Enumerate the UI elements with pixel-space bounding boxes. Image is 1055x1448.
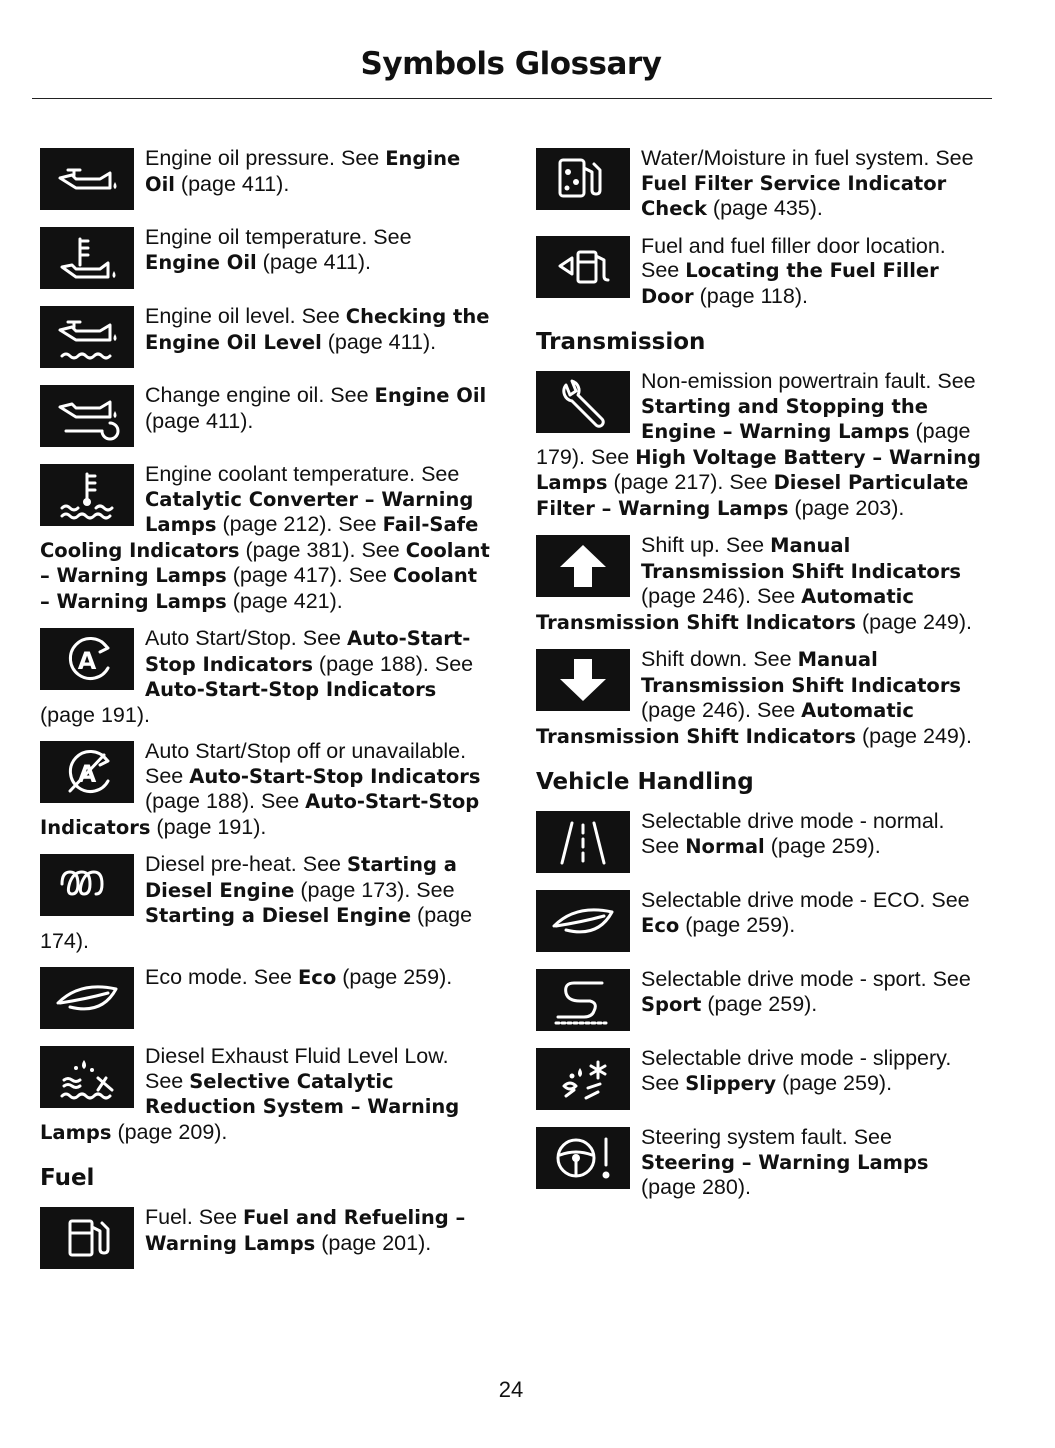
- cross-reference: Starting and Stopping the Engine – Warning Lamps: [641, 394, 928, 443]
- cross-reference: Coolant – Warning Lamps: [40, 564, 478, 613]
- entry-text: Selectable drive mode - sport. See: [641, 967, 971, 991]
- cross-reference: Starting a Diesel Engine: [145, 853, 457, 902]
- wrench-icon: [536, 371, 630, 433]
- section-heading-fuel: Fuel: [40, 1165, 95, 1191]
- transmission-entries: [536, 369, 988, 749]
- cross-reference: Manual Transmission Shift Indicators: [641, 648, 962, 697]
- cross-reference: Auto-Start-Stop Indicators: [145, 678, 437, 701]
- cross-reference: High Voltage Battery – Warning Lamps: [536, 445, 981, 494]
- entry-text: (page 259).: [701, 991, 818, 1016]
- shift-down-arrow-icon: [536, 649, 630, 711]
- glossary-entry: [40, 852, 492, 953]
- entry-text: Fuel. See: [145, 1205, 243, 1229]
- entry-text: Engine coolant temperature. See: [145, 462, 460, 486]
- entry-text: (page 179). See: [536, 419, 971, 469]
- water-in-fuel-icon: [536, 148, 630, 210]
- entry-text: Water/Moisture in fuel system. See: [641, 146, 974, 170]
- glossary-entry: [40, 146, 492, 213]
- right-column: [536, 146, 988, 1212]
- entry-text: Engine oil level. See: [145, 304, 346, 328]
- cross-reference: Slippery: [685, 1071, 777, 1095]
- fuel-entries-right: [536, 146, 988, 309]
- glossary-entry: [40, 965, 492, 1032]
- entry-text: Engine oil temperature. See: [145, 225, 412, 249]
- cross-reference: Engine Oil: [145, 147, 461, 196]
- section-heading-transmission: Transmission: [536, 329, 706, 355]
- entry-text: (page 411).: [174, 171, 290, 196]
- entry-text: Engine oil pressure. See: [145, 146, 386, 170]
- svg-text:A: A: [77, 647, 97, 675]
- fuel-pump-icon: [40, 1207, 134, 1269]
- entry-text: Diesel pre-heat. See: [145, 852, 347, 876]
- entry-text: (page 381). See: [239, 537, 406, 562]
- change-engine-oil-icon: [40, 385, 134, 447]
- entry-text: (page 188). See: [312, 651, 474, 676]
- entry-text: Selectable drive mode - slippery. See: [641, 1046, 952, 1095]
- entry-text: (page 203).: [788, 495, 905, 520]
- glossary-entry: [40, 304, 492, 371]
- glossary-entry: [536, 533, 988, 635]
- cross-reference: Checking the Engine Oil Level: [145, 305, 490, 354]
- glossary-entry: [40, 383, 492, 450]
- glossary-entry: [40, 1044, 492, 1145]
- cross-reference: Auto-Start-Stop Indicators: [145, 627, 471, 676]
- glossary-entry: [536, 1125, 988, 1200]
- entry-text: (page 411).: [145, 408, 254, 433]
- cross-reference: Eco: [297, 966, 337, 989]
- glossary-entry: [536, 369, 988, 521]
- glossary-entry: [536, 1046, 988, 1113]
- cross-reference: Coolant – Warning Lamps: [40, 538, 490, 587]
- glossary-entry: [536, 809, 988, 876]
- entry-text: Auto Start/Stop. See: [145, 626, 347, 650]
- entry-text: Selectable drive mode - ECO. See: [641, 888, 970, 912]
- entry-text: (page 421).: [226, 588, 343, 613]
- entry-text: (page 417). See: [226, 563, 393, 587]
- cross-reference: Auto-Start-Stop Indicators: [189, 764, 481, 788]
- entry-text: (page 118).: [693, 283, 808, 308]
- entry-text: (page 246). See: [641, 584, 802, 608]
- cross-reference: Selective Catalytic Reduction System – Warning Lamps: [40, 1069, 460, 1144]
- entry-text: Eco mode. See: [145, 965, 298, 989]
- glossary-entry: [536, 647, 988, 749]
- auto-start-stop-icon: [40, 628, 134, 690]
- cross-reference: Auto-Start-Stop Indicators: [40, 790, 480, 839]
- entry-text: Selectable drive mode - normal. See: [641, 809, 945, 858]
- entry-text: (page 259).: [776, 1070, 893, 1095]
- entry-text: (page 249).: [856, 723, 972, 748]
- entry-text: (page 174).: [40, 903, 473, 953]
- glossary-entry: [40, 626, 492, 727]
- cross-reference: Diesel Particulate Filter – Warning Lamps: [536, 471, 969, 520]
- vehicle-handling-entries: [536, 809, 988, 1200]
- entry-text: Diesel Exhaust Fluid Level Low. See: [145, 1044, 449, 1093]
- glossary-entry: [536, 234, 988, 310]
- cross-reference: Eco: [641, 913, 680, 937]
- glossary-entry: [536, 888, 988, 955]
- cross-reference: Sport: [641, 992, 702, 1016]
- entry-text: (page 173). See: [294, 877, 455, 902]
- page-title: Symbols Glossary: [360, 46, 662, 82]
- cross-reference: Automatic Transmission Shift Indicators: [536, 699, 914, 748]
- fuel-entries-left: [40, 1205, 492, 1272]
- glossary-entry: [536, 967, 988, 1034]
- entry-text: (page 280).: [641, 1175, 751, 1199]
- entry-text: (page 411).: [321, 329, 437, 354]
- cross-reference: Starting a Diesel Engine: [145, 904, 412, 927]
- diesel-preheat-icon: [40, 854, 134, 916]
- drive-mode-slippery-icon: [536, 1048, 630, 1110]
- entry-text: Non-emission powertrain fault. See: [641, 369, 976, 393]
- svg-text:A: A: [77, 760, 97, 788]
- entry-text: Fuel and fuel filler door location. See: [641, 233, 946, 282]
- entry-text: Shift up. See: [641, 533, 771, 557]
- shift-up-arrow-icon: [536, 535, 630, 597]
- glossary-entry: [40, 1205, 492, 1272]
- entry-text: (page 212). See: [216, 512, 383, 536]
- entry-text: (page 209).: [111, 1119, 228, 1144]
- glossary-entry: [40, 225, 492, 292]
- entry-text: (page 201).: [315, 1230, 432, 1255]
- engine-oil-level-icon: [40, 306, 134, 368]
- page-number: 24: [498, 1377, 524, 1402]
- cross-reference: Fail-Safe Cooling Indicators: [40, 513, 479, 562]
- drive-mode-eco-leaf-icon: [536, 890, 630, 952]
- entry-text: (page 249).: [856, 609, 972, 634]
- entry-text: (page 435).: [706, 196, 823, 220]
- diesel-exhaust-fluid-icon: [40, 1046, 134, 1108]
- engine-coolant-temperature-icon: [40, 464, 134, 526]
- title-divider: [32, 98, 992, 99]
- cross-reference: Automatic Transmission Shift Indicators: [536, 585, 914, 634]
- auto-start-stop-off-icon: [40, 741, 134, 803]
- glossary-entry: [40, 739, 492, 840]
- entry-text: (page 217). See: [607, 470, 774, 494]
- section-heading-vehicle-handling: Vehicle Handling: [536, 769, 754, 795]
- glossary-entry: [536, 146, 988, 222]
- entry-text: (page 259).: [679, 912, 796, 937]
- cross-reference: Fuel Filter Service Indicator Check: [641, 171, 947, 220]
- entry-text: Steering system fault. See: [641, 1125, 892, 1149]
- cross-reference: Locating the Fuel Filler Door: [641, 259, 939, 308]
- cross-reference: Engine Oil: [374, 384, 487, 407]
- fuel-filler-door-icon: [536, 236, 630, 298]
- entry-text: (page 188). See: [145, 789, 306, 813]
- entry-text: Change engine oil. See: [145, 383, 375, 407]
- left-column: [40, 146, 492, 1284]
- entry-text: (page 191).: [150, 814, 267, 839]
- cross-reference: Fuel and Refueling – Warning Lamps: [145, 1206, 466, 1255]
- entry-text: (page 259).: [336, 965, 453, 989]
- drive-mode-sport-icon: [536, 969, 630, 1031]
- entry-text: (page 246). See: [641, 698, 802, 722]
- entry-text: (page 411).: [256, 249, 372, 274]
- left-entries: [40, 146, 492, 1145]
- steering-fault-icon: [536, 1127, 630, 1189]
- glossary-entry: [40, 462, 492, 614]
- engine-oil-pressure-icon: [40, 148, 134, 210]
- cross-reference: Steering – Warning Lamps: [641, 1150, 929, 1174]
- eco-mode-leaf-icon: [40, 967, 134, 1029]
- entry-text: (page 191).: [40, 702, 150, 727]
- engine-oil-temperature-icon: [40, 227, 134, 289]
- cross-reference: Engine Oil: [145, 250, 257, 274]
- cross-reference: Normal: [685, 834, 765, 858]
- entry-text: (page 259).: [764, 833, 881, 858]
- entry-text: Shift down. See: [641, 647, 798, 671]
- drive-mode-normal-road-icon: [536, 811, 630, 873]
- entry-text: Auto Start/Stop off or unavailable. See: [145, 739, 467, 788]
- cross-reference: Manual Transmission Shift Indicators: [641, 534, 962, 583]
- cross-reference: Catalytic Converter – Warning Lamps: [145, 487, 474, 536]
